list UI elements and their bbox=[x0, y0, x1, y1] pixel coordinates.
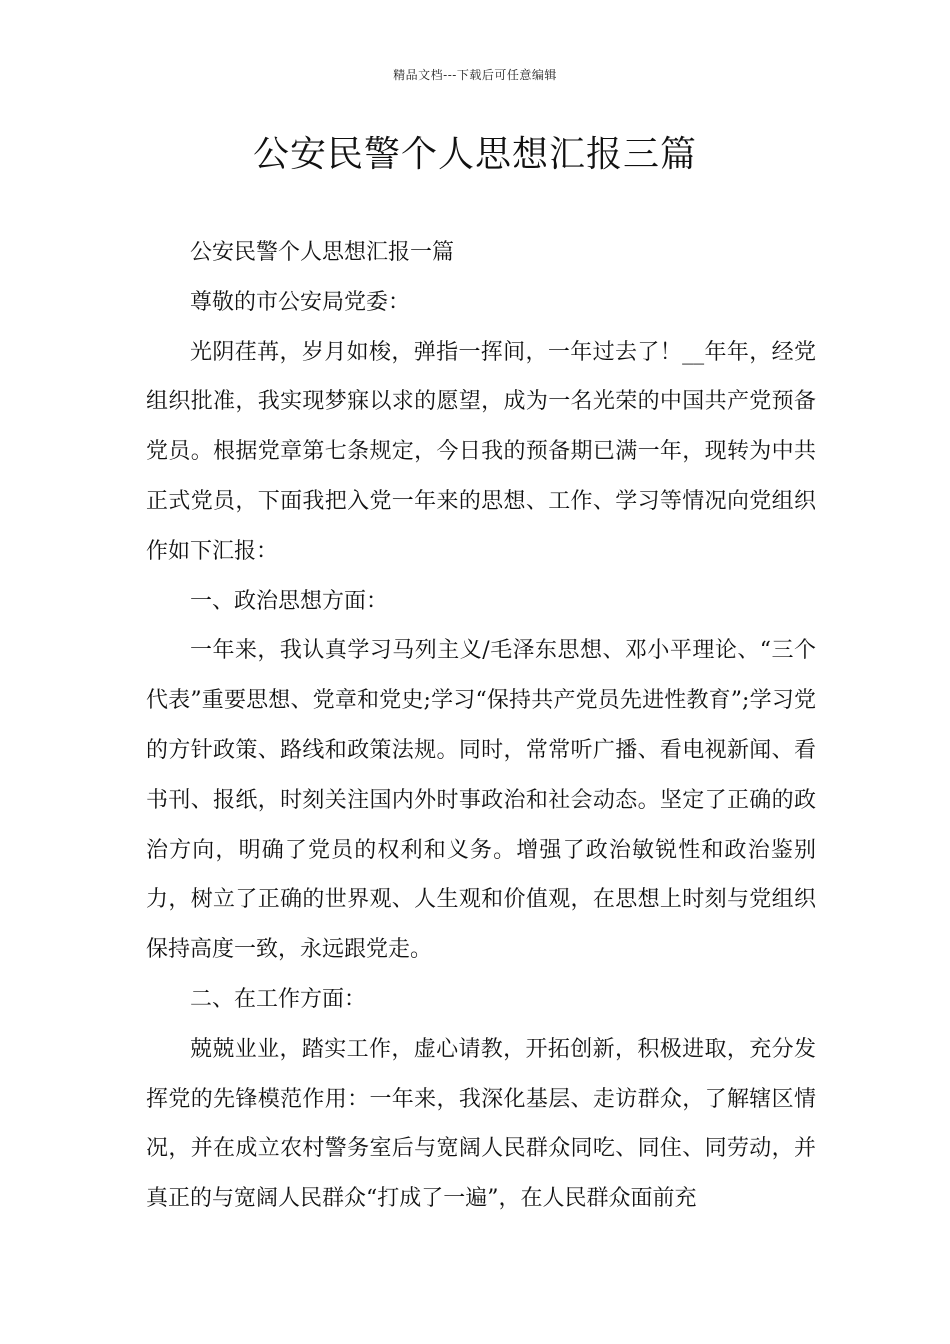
section-heading: 公安民警个人思想汇报一篇 bbox=[190, 240, 455, 265]
body-paragraph: 兢兢业业，踏实工作，虚心请教，开拓创新，积极进取，充分发挥党的先锋模范作用：一年来，我深化基层、走访群众，了解辖区情况，并在成立农村警务室后与宽阔人民群众同吃、同住、同劳动，并真正的与宽阔人民群众“打成了一遍”，在人民群众面前充 bbox=[146, 1036, 816, 1212]
salutation: 尊敬的市公安局党委： bbox=[190, 289, 411, 315]
subsection-heading: 一、政治思想方面： bbox=[190, 588, 389, 614]
body-paragraph: 光阴荏苒，岁月如梭，弹指一挥间，一年过去了！__年年，经党组织批准，我实现梦寐以求的愿望，成为一名光荣的中国共产党预备党员。根据党章第七条规定，今日我的预备期已满一年，现转为中共正式党员，下面我把入党一年来的思想、工作、学习等情况向党组织作如下汇报： bbox=[146, 339, 816, 564]
document-body bbox=[146, 228, 816, 1224]
body-paragraph: 一年来，我认真学习马列主义/毛泽东思想、邓小平理论、“三个代表”重要思想、党章和党史;学习“保持共产党员先进性教育”;学习党的方针政策、路线和政策法规。同时，常常听广播、看电视新闻、看书刊、报纸，时刻关注国内外时事政治和社会动态。坚定了正确的政治方向，明确了党员的权利和义务。增强了政治敏锐性和政治鉴别力，树立了正确的世界观、人生观和价值观，在思想上时刻与党组织保持高度一致，永远跟党走。 bbox=[146, 638, 816, 963]
subsection-heading: 二、在工作方面： bbox=[190, 986, 367, 1012]
header-note: 精品文档---下载后可任意编辑 bbox=[393, 68, 557, 82]
document-title: 公安民警个人思想汇报三篇 bbox=[252, 134, 697, 175]
